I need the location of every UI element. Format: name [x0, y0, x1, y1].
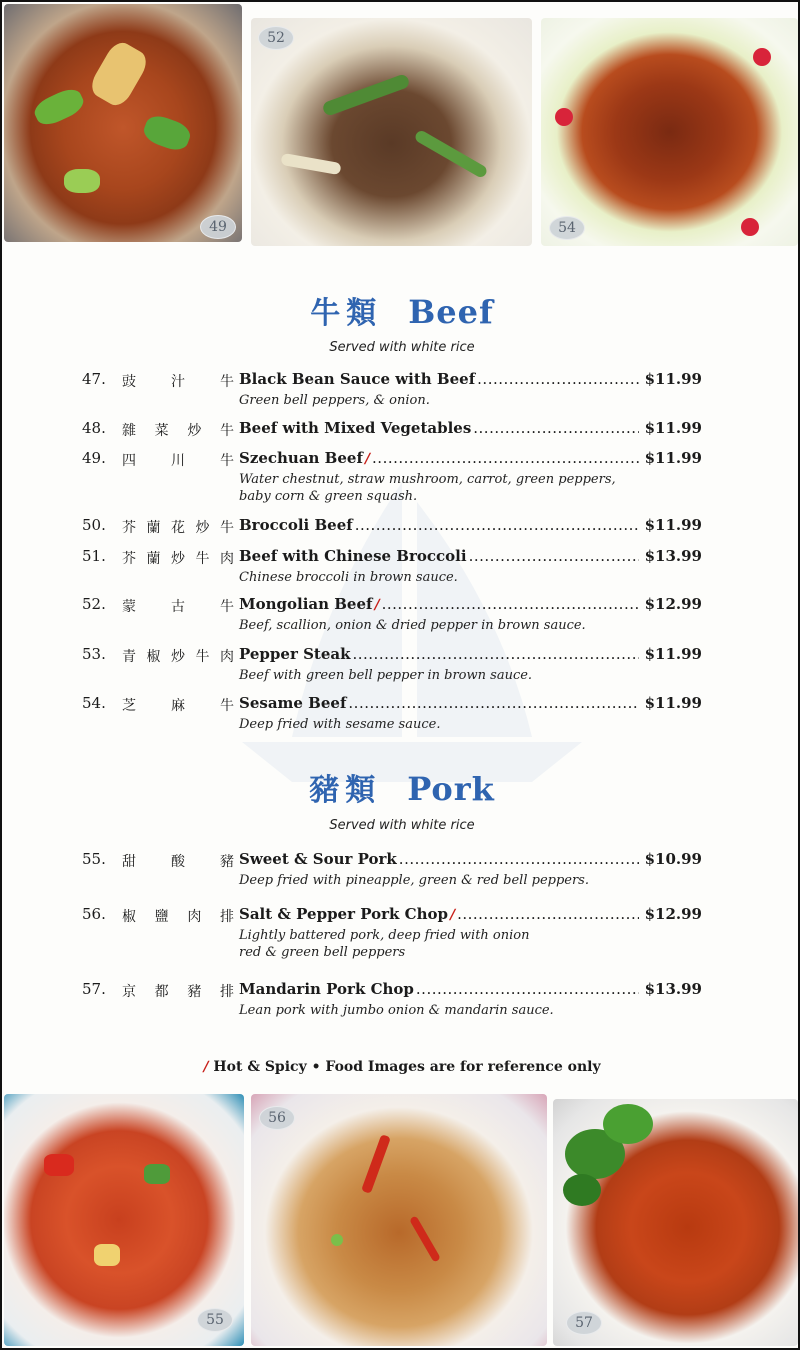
item-name: Beef with Mixed Vegetables — [239, 419, 472, 437]
item-description: Lightly battered pork, deep fried with onion — [239, 928, 530, 943]
item-price: $11.99 — [644, 370, 702, 388]
dot-leader — [355, 516, 639, 534]
item-chinese-name — [122, 596, 234, 616]
item-price: $13.99 — [644, 980, 702, 998]
chili-pepper-icon: ∕ — [449, 907, 456, 923]
item-description: Green bell peppers, & onion. — [239, 393, 430, 408]
item-description: Beef with green bell pepper in brown sauce. — [239, 668, 533, 683]
item-name: Szechuan Beef — [239, 449, 363, 467]
item-price: $11.99 — [644, 645, 702, 663]
chinese-char: 芥 — [122, 520, 136, 536]
item-chinese-name — [122, 646, 234, 666]
dot-leader — [399, 850, 639, 868]
beef-served-note: Served with white rice — [329, 340, 475, 355]
chinese-char: 汁 — [171, 374, 185, 390]
item-chinese-name — [122, 981, 234, 1001]
menu-item — [82, 595, 722, 634]
item-number: 52. — [82, 595, 106, 613]
chinese-char: 甜 — [122, 854, 136, 870]
menu-item — [82, 516, 722, 538]
item-description: Deep fried with pineapple, green & red bell peppers. — [239, 873, 589, 888]
menu-item — [82, 980, 722, 1019]
dish-photo-49 — [4, 4, 242, 242]
menu-item — [82, 449, 722, 505]
item-number: 48. — [82, 419, 106, 437]
item-name-line — [239, 449, 641, 467]
dish-photo-57 — [553, 1099, 798, 1346]
chinese-char: 蘭 — [146, 520, 161, 536]
section-title-beef-cn: 牛類 — [310, 296, 383, 331]
chinese-char: 花 — [171, 520, 185, 536]
item-name-line — [239, 419, 641, 437]
chinese-char: 牛 — [219, 423, 234, 439]
item-chinese-name — [122, 851, 234, 871]
chinese-char: 芝 — [122, 698, 136, 714]
dot-leader — [469, 547, 639, 565]
chinese-char: 菜 — [154, 423, 169, 439]
chinese-char: 都 — [154, 984, 169, 1000]
item-name-line — [239, 980, 641, 998]
dish-photo-52 — [251, 18, 532, 246]
chinese-char: 排 — [219, 909, 234, 925]
item-chinese-name — [122, 371, 234, 391]
item-description: Beef, scallion, onion & dried pepper in brown sauce. — [239, 618, 586, 633]
section-title-beef — [2, 288, 800, 332]
item-name: Sweet & Sour Pork — [239, 850, 397, 868]
item-name-line — [239, 595, 641, 613]
menu-item — [82, 645, 722, 684]
item-name: Mandarin Pork Chop — [239, 980, 414, 998]
item-number: 50. — [82, 516, 106, 534]
dot-leader — [477, 370, 638, 388]
section-title-beef-en: Beef — [408, 293, 494, 331]
dish-photo-56 — [251, 1094, 547, 1346]
section-title-pork-en: Pork — [407, 770, 495, 808]
dot-leader — [457, 905, 638, 923]
item-name-line — [239, 694, 641, 712]
dish-photo-55 — [4, 1094, 244, 1346]
item-name-line — [239, 547, 641, 565]
chinese-char: 麻 — [171, 698, 185, 714]
dot-leader — [372, 449, 639, 467]
item-number: 49. — [82, 449, 106, 467]
chinese-char: 肉 — [220, 649, 234, 665]
item-name-line — [239, 645, 641, 663]
chinese-char: 牛 — [195, 551, 210, 567]
item-price: $10.99 — [644, 850, 702, 868]
chinese-char: 炒 — [171, 649, 185, 665]
item-number: 54. — [82, 694, 106, 712]
item-price: $11.99 — [644, 449, 702, 467]
menu-item — [82, 370, 722, 409]
item-name-line — [239, 905, 641, 923]
chinese-char: 京 — [122, 984, 136, 1000]
item-chinese-name — [122, 450, 234, 470]
item-chinese-name — [122, 548, 234, 568]
chinese-char: 芥 — [122, 551, 136, 567]
chili-pepper-icon: ∕ — [374, 597, 380, 613]
chinese-char: 牛 — [220, 599, 234, 615]
item-name: Black Bean Sauce with Beef — [239, 370, 476, 388]
photo-badge: 54 — [549, 216, 585, 240]
item-number: 55. — [82, 850, 106, 868]
item-price: $11.99 — [644, 694, 702, 712]
dot-leader — [382, 595, 639, 613]
item-price: $12.99 — [644, 905, 702, 923]
chinese-char: 牛 — [220, 520, 234, 536]
footer-note-text: Hot & Spicy • Food Images are for reference only — [213, 1059, 601, 1075]
item-name: Mongolian Beef — [239, 595, 373, 613]
chili-pepper-icon: ∕ — [364, 451, 371, 467]
item-price: $13.99 — [644, 547, 702, 565]
menu-item — [82, 850, 722, 889]
item-chinese-name — [122, 517, 234, 537]
chinese-char: 川 — [171, 453, 185, 469]
item-number: 51. — [82, 547, 106, 565]
pork-served-note: Served with white rice — [329, 818, 475, 833]
menu-item — [82, 905, 722, 961]
item-price: $12.99 — [644, 595, 702, 613]
dot-leader — [352, 645, 638, 663]
menu-item — [82, 694, 722, 733]
photo-badge: 49 — [200, 215, 236, 239]
item-chinese-name — [122, 420, 234, 440]
chinese-char: 鹽 — [154, 909, 169, 925]
chinese-char: 蘭 — [146, 551, 161, 567]
section-title-pork-cn: 豬類 — [309, 773, 382, 808]
footer-note — [2, 1059, 800, 1075]
item-description: Deep fried with sesame sauce. — [239, 717, 441, 732]
dot-leader — [473, 419, 638, 437]
item-name: Broccoli Beef — [239, 516, 353, 534]
chili-pepper-icon: ∕ — [203, 1059, 209, 1075]
chinese-char: 肉 — [187, 909, 202, 925]
item-description: Chinese broccoli in brown sauce. — [239, 570, 458, 585]
chinese-char: 椒 — [122, 909, 136, 925]
item-description: baby corn & green squash. — [239, 489, 418, 504]
item-name-line — [239, 850, 641, 868]
item-number: 56. — [82, 905, 106, 923]
chinese-char: 牛 — [220, 698, 234, 714]
photo-badge: 52 — [258, 26, 294, 50]
dish-photo-54 — [541, 18, 798, 246]
chinese-char: 肉 — [220, 551, 234, 567]
item-number: 53. — [82, 645, 106, 663]
photo-badge: 56 — [259, 1106, 295, 1130]
item-name-line — [239, 370, 641, 388]
chinese-char: 豬 — [220, 854, 234, 870]
item-name: Pepper Steak — [239, 645, 351, 663]
chinese-char: 古 — [171, 599, 185, 615]
chinese-char: 青 — [122, 649, 136, 665]
chinese-char: 豬 — [187, 984, 202, 1000]
menu-item — [82, 419, 722, 441]
section-title-pork — [2, 765, 800, 809]
item-number: 57. — [82, 980, 106, 998]
chinese-char: 豉 — [122, 374, 136, 390]
menu-item — [82, 547, 722, 586]
dot-leader — [416, 980, 639, 998]
item-chinese-name — [122, 695, 234, 715]
chinese-char: 炒 — [171, 551, 185, 567]
item-name: Sesame Beef — [239, 694, 347, 712]
photo-badge: 57 — [566, 1311, 602, 1335]
item-name: Salt & Pepper Pork Chop — [239, 905, 448, 923]
chinese-char: 炒 — [195, 520, 210, 536]
chinese-char: 牛 — [220, 453, 234, 469]
chinese-char: 牛 — [195, 649, 210, 665]
chinese-char: 牛 — [220, 374, 234, 390]
chinese-char: 排 — [219, 984, 234, 1000]
chinese-char: 椒 — [146, 649, 161, 665]
item-name-line — [239, 516, 641, 534]
item-description: red & green bell peppers — [239, 945, 406, 960]
item-number: 47. — [82, 370, 106, 388]
chinese-char: 雜 — [122, 423, 136, 439]
item-description: Lean pork with jumbo onion & mandarin sauce. — [239, 1003, 554, 1018]
chinese-char: 炒 — [187, 423, 202, 439]
item-name: Beef with Chinese Broccoli — [239, 547, 467, 565]
photo-badge: 55 — [197, 1308, 233, 1332]
item-price: $11.99 — [644, 516, 702, 534]
item-price: $11.99 — [644, 419, 702, 437]
item-description: Water chestnut, straw mushroom, carrot, green peppers, — [239, 472, 616, 487]
dot-leader — [348, 694, 638, 712]
chinese-char: 酸 — [171, 854, 185, 870]
chinese-char: 四 — [122, 453, 136, 469]
chinese-char: 蒙 — [122, 599, 136, 615]
item-chinese-name — [122, 906, 234, 926]
